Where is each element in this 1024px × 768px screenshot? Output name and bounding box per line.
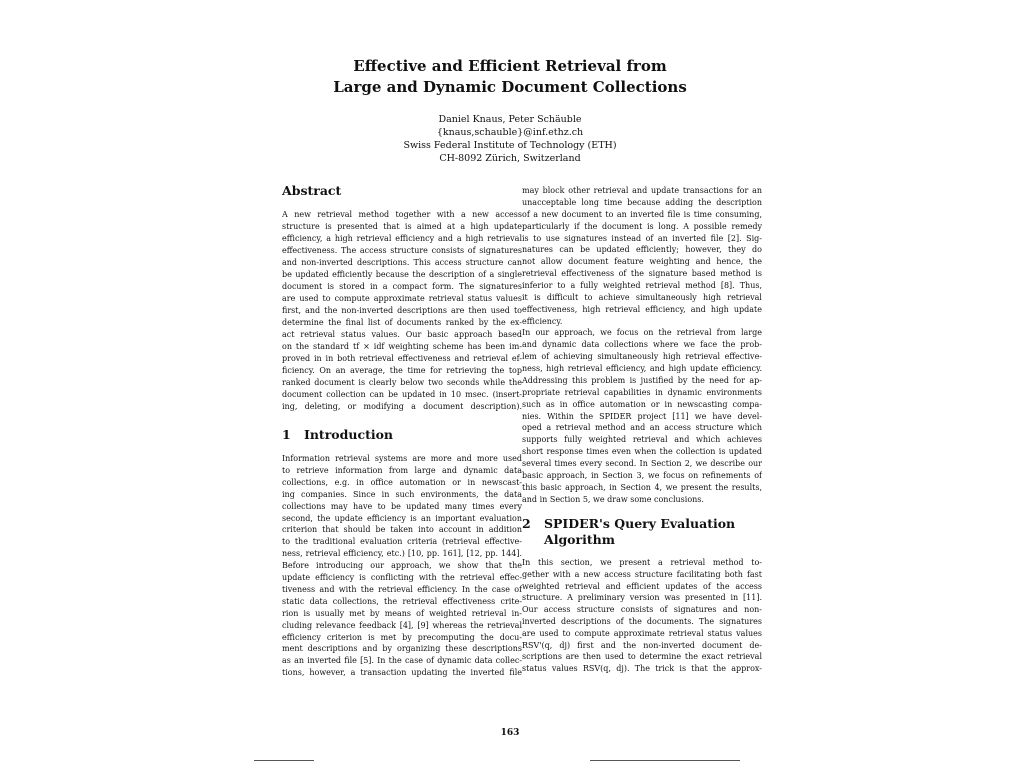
page-number: 163 [500,728,520,738]
abstract-line: be updated efficiently because the description of a single [282,270,522,279]
right-column-line: basic approach, in Section 3, we focus on refinements of [522,470,762,480]
author-address: CH-8092 Zürich, Switzerland [439,153,581,164]
introduction-line: collections, e.g. in office automation or in newscast- [282,477,522,487]
abstract-line: ficiency. On an average, the time for retrieving the top [282,366,522,375]
introduction-line: cluding relevance feedback [4], [9] whereas the retrieval [282,620,522,630]
section-2-line: are used to compute approximate retrieval status values [522,628,762,638]
introduction-number: 1 [282,427,291,442]
right-column-line: is to use signatures instead of an inverted file [2]. Sig- [522,233,762,243]
abstract-line: efficiency, a high retrieval efficiency and a high retrieval [282,234,522,243]
section-2-line: gether with a new access structure facilitating both fast [522,569,762,579]
introduction-line: rion is usually met by means of weighted retrieval in- [282,608,522,618]
author-email: {knaus,schauble}@inf.ethz.ch [436,127,584,138]
introduction-line: efficiency criterion is met by precomputing the docu- [282,632,522,642]
introduction-line: Information retrieval systems are more and more used [282,454,522,463]
section-2-line: status values RSV(q, dj). The trick is that the approx- [522,664,762,674]
abstract-line: document is stored in a compact form. The signatures [282,282,522,291]
right-column-line: In our approach, we focus on the retrieval from large [522,328,762,338]
right-column-line: not allow document feature weighting and hence, the [522,257,762,267]
right-column-line: and in Section 5, we draw some conclusions. [522,494,704,504]
introduction-line: ness, retrieval efficiency, etc.) [10, pp. 161], [12, pp. 144]. [282,549,522,559]
right-column-line: inferior to a fully weighted retrieval method [8]. Thus, [522,281,762,290]
right-column-line: such as in office automation or in newscasting compa- [522,399,762,409]
introduction-line: Before introducing our approach, we show that the [282,561,522,571]
right-column-line: this basic approach, in Section 4, we present the results, [522,482,762,492]
right-column-line: effectiveness, high retrieval efficiency, and high update [522,304,762,314]
abstract-line: structure is presented that is aimed at a high update [282,222,522,231]
section-2-line: In this section, we present a retrieval method to- [522,558,762,567]
introduction-line: to retrieve information from large and dynamic data [282,465,522,475]
abstract-line: first, and the non-inverted descriptions are then used to [282,306,522,315]
right-column-line: unacceptable long time because adding the description [522,197,762,207]
introduction-line: ing companies. Since in such environments, the data [282,489,522,499]
introduction-line: ment descriptions and by organizing these descriptions [282,644,522,654]
right-column-line: retrieval effectiveness of the signature based method is [522,269,762,279]
scan-edge-rule-right [590,760,740,761]
introduction-line: criterion that should be taken into account in addition [282,525,522,535]
section-2-line: structure. A preliminary version was presented in [11]. [522,593,762,603]
section-2-line: inverted descriptions of the documents. The signatures [522,617,762,626]
section-2-heading [522,516,762,548]
introduction-line: collections may have to be updated many times every [282,501,522,511]
introduction-line: static data collections, the retrieval effectiveness crite- [282,596,522,606]
right-column-line: natures can be updated efficiently; however, they do [522,245,762,255]
right-column-line: it is difficult to achieve simultaneously high retrieval [522,292,762,302]
section-2-title-line-1: SPIDER's Query Evaluation [544,516,736,531]
section-2-number: 2 [522,516,531,531]
introduction-line: update efficiency is conflicting with the retrieval effec- [282,573,522,582]
abstract-line: effectiveness. The access structure consists of signatures [282,246,522,255]
abstract-line: are used to compute approximate retrieval status values [282,294,522,303]
introduction-line: to the traditional evaluation criteria (retrieval effective- [282,537,522,547]
introduction-heading [282,427,393,443]
abstract-line: document collection can be updated in 10 msec. (insert- [282,390,522,399]
abstract-line: proved in in both retrieval effectiveness and retrieval ef- [282,354,522,363]
paper-title-line-2: Large and Dynamic Document Collections [333,78,687,96]
abstract-line: ing, deleting, or modifying a document description). [282,402,522,411]
introduction-line: second, the update efficiency is an important evaluation [282,513,522,523]
abstract-line: determine the final list of documents ranked by the ex- [282,318,522,327]
right-column-line: particularly if the document is long. A possible remedy [522,221,762,231]
author-institution: Swiss Federal Institute of Technology (ETH) [403,140,617,151]
right-column-line: propriate retrieval capabilities in dynamic environments [522,387,762,397]
abstract-line: act retrieval status values. Our basic approach based [282,330,522,339]
section-2-title-line-2: Algorithm [544,532,615,547]
section-2-line: RSV'(q, dj) first and the non-inverted document de- [522,640,762,650]
right-column-line: of a new document to an inverted file is time consuming, [522,209,762,219]
right-column-line: may block other retrieval and update transactions for an [522,186,762,195]
section-2-line: scriptions are then used to determine the exact retrieval [522,652,762,662]
scan-edge-rule-left [254,760,314,761]
abstract-line: on the standard tf × idf weighting scheme has been im- [282,342,522,351]
author-names: Daniel Knaus, Peter Schäuble [438,114,582,125]
introduction-title: Introduction [304,427,394,442]
right-column-line: ness, high retrieval efficiency, and high update efficiency. [522,364,762,373]
section-2-line: Our access structure consists of signatures and non- [522,605,762,615]
introduction-line: tions, however, a transaction updating the inverted file [282,668,522,678]
abstract-line: and non-inverted descriptions. This access structure can [282,258,522,267]
abstract-heading: Abstract [282,183,342,198]
introduction-line: tiveness and with the retrieval efficiency. In the case of [282,584,522,594]
right-column-line: supports fully weighted retrieval and which achieves [522,435,762,445]
right-column-line: lem of achieving simultaneously high retrieval effective- [522,352,762,362]
abstract-line: A new retrieval method together with a new access [282,210,522,219]
right-column-line: several times every second. In Section 2, we describe our [522,459,762,468]
right-column-line: and dynamic data collections where we face the prob- [522,340,762,350]
right-column-line: oped a retrieval method and an access structure which [522,423,762,433]
section-2-line: weighted retrieval and efficient updates of the access [522,581,762,591]
introduction-line: as an inverted file [5]. In the case of dynamic data collec- [282,656,522,666]
paper-title-line-1: Effective and Efficient Retrieval from [353,57,667,75]
right-column-line: efficiency. [522,316,563,326]
abstract-line: ranked document is clearly below two seconds while the [282,378,522,387]
right-column-line: short response times even when the collection is updated [522,447,762,457]
right-column-line: Addressing this problem is justified by the need for ap- [522,375,762,385]
right-column-line: nies. Within the SPIDER project [11] we have devel- [522,411,762,421]
